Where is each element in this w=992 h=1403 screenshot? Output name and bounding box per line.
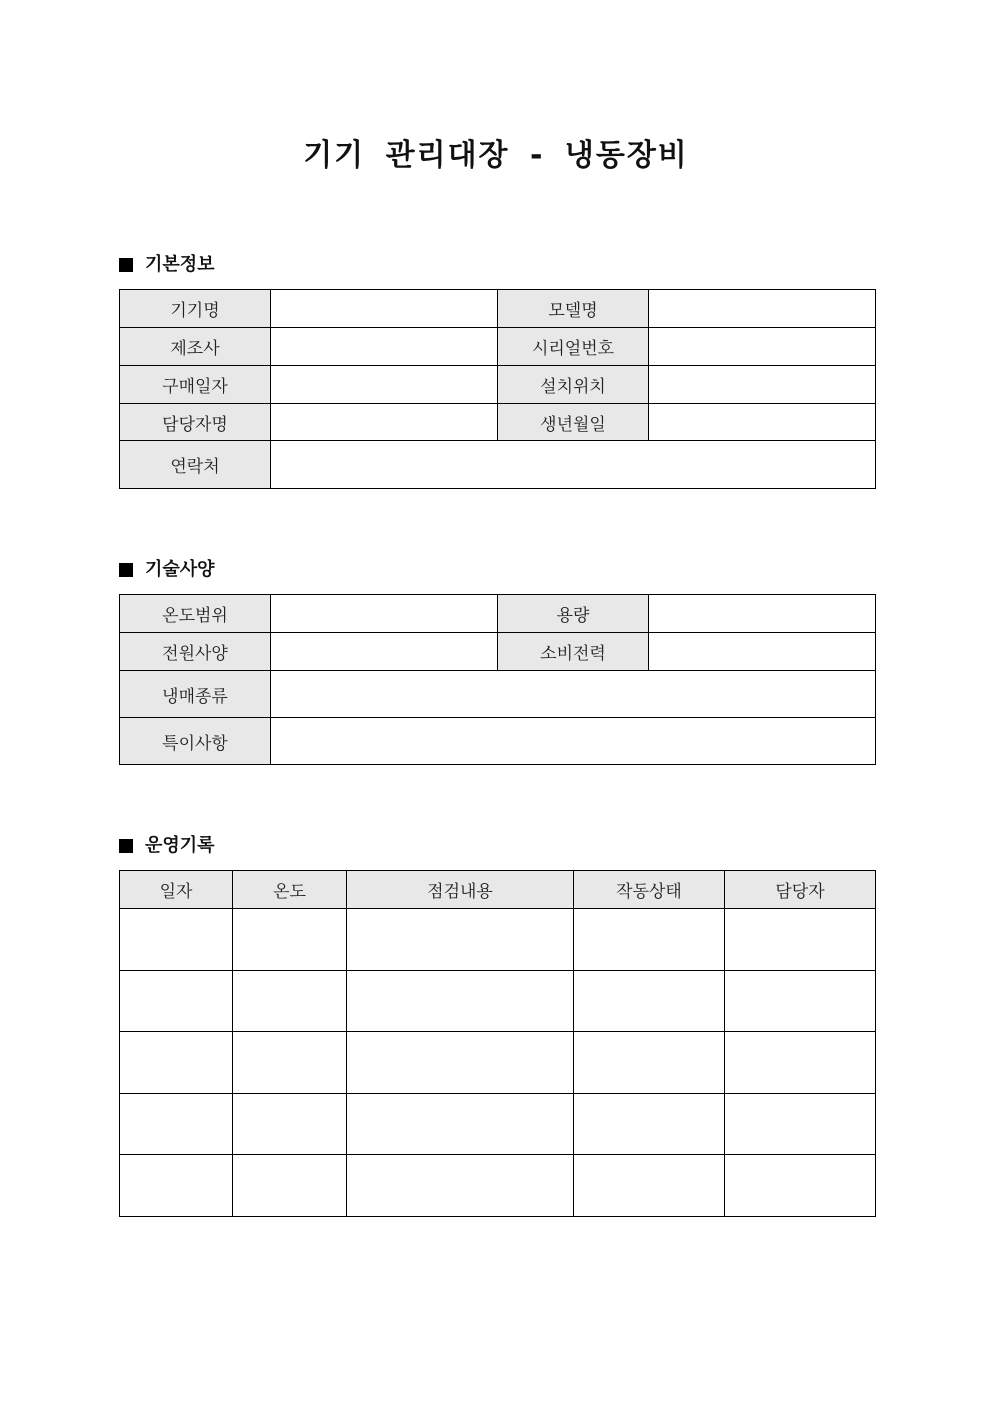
temp-range-label: 온도범위 — [120, 595, 271, 633]
manager-name-field[interactable] — [271, 404, 498, 441]
basic-info-row — [120, 404, 876, 441]
model-name-label: 모델명 — [498, 290, 649, 328]
power-spec-field[interactable] — [271, 633, 498, 671]
section-heading-basic-info-label: 기본정보 — [145, 254, 215, 275]
manufacturer-field[interactable] — [271, 328, 498, 366]
refrigerant-type-label: 냉매종류 — [120, 671, 271, 718]
purchase-date-label: 구매일자 — [120, 366, 271, 404]
device-name-label: 기기명 — [120, 290, 271, 328]
inspection-cell[interactable] — [347, 1155, 574, 1217]
basic-info-row — [120, 366, 876, 404]
status-cell[interactable] — [574, 971, 725, 1032]
device-name-field[interactable] — [271, 290, 498, 328]
birth-date-label: 생년월일 — [498, 404, 649, 441]
table-row — [120, 1094, 876, 1155]
install-location-label: 설치위치 — [498, 366, 649, 404]
date-cell[interactable] — [120, 1155, 233, 1217]
manufacturer-label: 제조사 — [120, 328, 271, 366]
manager-cell[interactable] — [725, 1155, 876, 1217]
section-heading-operation-log-label: 운영기록 — [145, 835, 215, 856]
basic-info-row — [120, 441, 876, 489]
column-header-inspection: 점검내용 — [347, 871, 574, 909]
manager-cell[interactable] — [725, 1094, 876, 1155]
table-row — [120, 909, 876, 971]
basic-info-table — [119, 289, 876, 489]
temperature-cell[interactable] — [233, 1032, 347, 1094]
tech-spec-row — [120, 718, 876, 765]
temperature-cell[interactable] — [233, 1155, 347, 1217]
manager-cell[interactable] — [725, 909, 876, 971]
section-heading-tech-spec — [119, 557, 215, 583]
contact-field[interactable] — [271, 441, 876, 489]
temperature-cell[interactable] — [233, 971, 347, 1032]
date-cell[interactable] — [120, 1094, 233, 1155]
inspection-cell[interactable] — [347, 971, 574, 1032]
manager-cell[interactable] — [725, 1032, 876, 1094]
temp-range-field[interactable] — [271, 595, 498, 633]
inspection-cell[interactable] — [347, 909, 574, 971]
section-heading-operation-log — [119, 833, 215, 859]
document-title: 기기 관리대장 - 냉동장비 — [303, 138, 689, 173]
tech-spec-row — [120, 633, 876, 671]
table-row — [120, 1155, 876, 1217]
table-row — [120, 1032, 876, 1094]
column-header-temperature: 온도 — [233, 871, 347, 909]
power-consumption-field[interactable] — [649, 633, 876, 671]
column-header-manager: 담당자 — [725, 871, 876, 909]
date-cell[interactable] — [120, 1032, 233, 1094]
status-cell[interactable] — [574, 1155, 725, 1217]
status-cell[interactable] — [574, 1094, 725, 1155]
serial-number-label: 시리얼번호 — [498, 328, 649, 366]
tech-spec-row — [120, 595, 876, 633]
contact-label: 연락처 — [120, 441, 271, 489]
capacity-label: 용량 — [498, 595, 649, 633]
section-heading-tech-spec-label: 기술사양 — [145, 559, 215, 580]
basic-info-row — [120, 290, 876, 328]
power-consumption-label: 소비전력 — [498, 633, 649, 671]
install-location-field[interactable] — [649, 366, 876, 404]
manager-cell[interactable] — [725, 971, 876, 1032]
square-bullet-icon — [119, 563, 133, 577]
operation-log-table — [119, 870, 876, 1217]
date-cell[interactable] — [120, 909, 233, 971]
refrigerant-type-field[interactable] — [271, 671, 876, 718]
square-bullet-icon — [119, 258, 133, 272]
date-cell[interactable] — [120, 971, 233, 1032]
tech-spec-row — [120, 671, 876, 718]
serial-number-field[interactable] — [649, 328, 876, 366]
temperature-cell[interactable] — [233, 909, 347, 971]
capacity-field[interactable] — [649, 595, 876, 633]
power-spec-label: 전원사양 — [120, 633, 271, 671]
remarks-field[interactable] — [271, 718, 876, 765]
status-cell[interactable] — [574, 1032, 725, 1094]
section-heading-basic-info — [119, 252, 215, 278]
column-header-status: 작동상태 — [574, 871, 725, 909]
column-header-date: 일자 — [120, 871, 233, 909]
temperature-cell[interactable] — [233, 1094, 347, 1155]
operation-log-header-row — [120, 871, 876, 909]
square-bullet-icon — [119, 839, 133, 853]
basic-info-row — [120, 328, 876, 366]
purchase-date-field[interactable] — [271, 366, 498, 404]
inspection-cell[interactable] — [347, 1032, 574, 1094]
model-name-field[interactable] — [649, 290, 876, 328]
inspection-cell[interactable] — [347, 1094, 574, 1155]
status-cell[interactable] — [574, 909, 725, 971]
tech-spec-table — [119, 594, 876, 765]
manager-name-label: 담당자명 — [120, 404, 271, 441]
table-row — [120, 971, 876, 1032]
remarks-label: 특이사항 — [120, 718, 271, 765]
birth-date-field[interactable] — [649, 404, 876, 441]
